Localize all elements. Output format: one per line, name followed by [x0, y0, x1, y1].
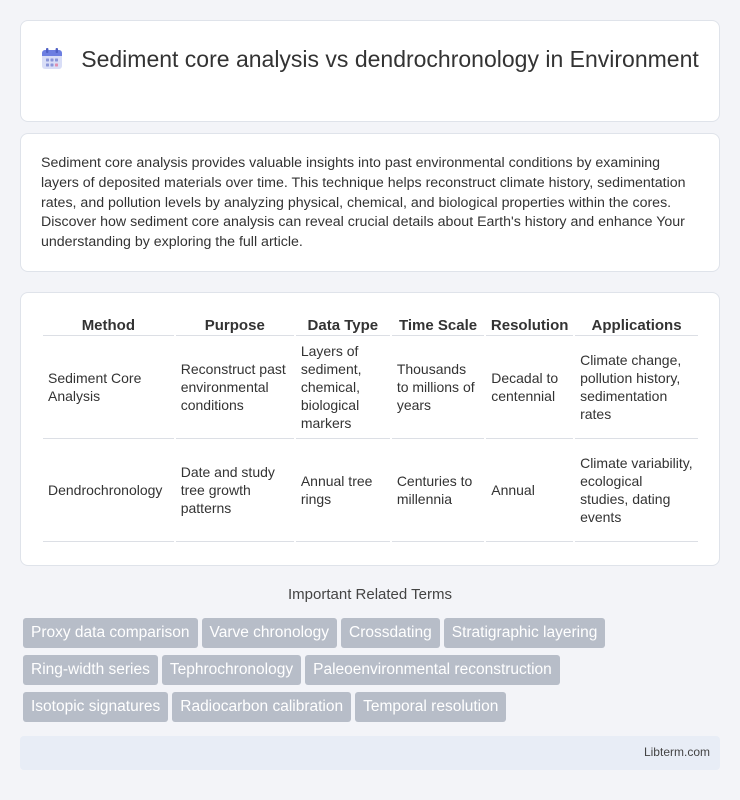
title-card [20, 20, 720, 122]
header-purpose: Purpose [176, 314, 294, 336]
header-data-type: Data Type [296, 314, 390, 336]
table-cell: Date and study tree growth patterns [176, 439, 294, 542]
page-title-text: Sediment core analysis vs dendrochronology in Environment [81, 46, 699, 72]
calendar-icon [41, 48, 63, 70]
table-cell: Dendrochronology [43, 439, 174, 542]
related-terms-heading: Important Related Terms [288, 586, 452, 603]
table-cell: Annual [486, 439, 573, 542]
related-term-chip[interactable]: Isotopic signatures [23, 692, 168, 722]
header-time-scale: Time Scale [392, 314, 484, 336]
related-term-chip[interactable]: Temporal resolution [355, 692, 506, 722]
header-resolution: Resolution [486, 314, 573, 336]
table-cell: Climate variability, ecological studies, dating events [575, 439, 698, 542]
table-cell: Centuries to millennia [392, 439, 484, 542]
comparison-table [41, 314, 700, 542]
related-term-chip[interactable]: Varve chronology [202, 618, 337, 648]
related-terms-list [23, 618, 723, 729]
comparison-table-card [20, 292, 720, 566]
related-term-chip[interactable]: Ring-width series [23, 655, 158, 685]
table-cell: Annual tree rings [296, 439, 390, 542]
footer-site-link[interactable]: Libterm.com [643, 745, 710, 759]
table-cell: Layers of sediment, chemical, biological markers [296, 336, 390, 439]
header-method: Method [43, 314, 174, 336]
related-term-chip[interactable]: Radiocarbon calibration [172, 692, 351, 722]
table-cell: Reconstruct past environmental conditions [176, 336, 294, 439]
header-applications: Applications [575, 314, 698, 336]
related-term-chip[interactable]: Crossdating [341, 618, 440, 648]
footer [20, 736, 720, 770]
intro-card [20, 133, 720, 272]
related-term-chip[interactable]: Stratigraphic layering [444, 618, 606, 648]
related-term-chip[interactable]: Paleoenvironmental reconstruction [305, 655, 560, 685]
table-header-row [43, 314, 698, 336]
related-term-chip[interactable]: Tephrochronology [162, 655, 301, 685]
related-term-chip[interactable]: Proxy data comparison [23, 618, 198, 648]
table-cell: Decadal to centennial [486, 336, 573, 439]
table-row [43, 336, 698, 439]
intro-paragraph: Sediment core analysis provides valuable insights into past environmental conditions by examining layers of deposited materials over time. This technique helps reconstruct climate history, sedimentation rates, and pollution levels by analyzing physical, chemical, and biological properties within the cores. Discover how sediment core analysis can reveal crucial details about Earth's history and enhance Your understanding by exploring the full article. [41, 155, 686, 251]
table-cell: Thousands to millions of years [392, 336, 484, 439]
page-title [21, 45, 719, 74]
table-cell: Climate change, pollution history, sedimentation rates [575, 336, 698, 439]
table-cell: Sediment Core Analysis [43, 336, 174, 439]
table-row [43, 439, 698, 542]
